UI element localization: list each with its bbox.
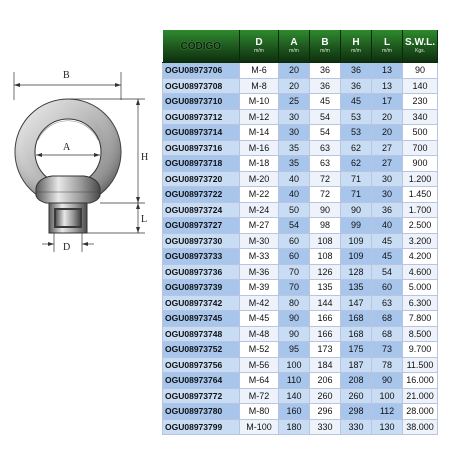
cell-a: 90 bbox=[279, 326, 310, 342]
table-row bbox=[163, 140, 438, 156]
cell-d: M-10 bbox=[240, 94, 279, 110]
cell-a: 40 bbox=[279, 171, 310, 187]
cell-a: 70 bbox=[279, 280, 310, 296]
cell-b: 63 bbox=[310, 140, 341, 156]
header-d: D m/m bbox=[240, 30, 279, 63]
table-row bbox=[163, 63, 438, 79]
cell-swl: 8.500 bbox=[403, 326, 438, 342]
cell-code: OGU08973730 bbox=[163, 233, 240, 249]
cell-d: M-36 bbox=[240, 264, 279, 280]
cell-swl: 38.000 bbox=[403, 419, 438, 435]
table-row bbox=[163, 419, 438, 435]
header-swl: S.W.L. Kgs. bbox=[403, 30, 438, 63]
cell-swl: 7.800 bbox=[403, 311, 438, 327]
cell-swl: 700 bbox=[403, 140, 438, 156]
cell-h: 99 bbox=[341, 218, 372, 234]
cell-b: 98 bbox=[310, 218, 341, 234]
table-row bbox=[163, 342, 438, 358]
cell-l: 100 bbox=[372, 388, 403, 404]
cell-a: 25 bbox=[279, 94, 310, 110]
dimension-d-label: D bbox=[63, 242, 71, 253]
cell-code: OGU08973708 bbox=[163, 78, 240, 94]
cell-code: OGU08973722 bbox=[163, 187, 240, 203]
cell-h: 36 bbox=[341, 63, 372, 79]
cell-swl: 16.000 bbox=[403, 373, 438, 389]
cell-d: M-42 bbox=[240, 295, 279, 311]
cell-b: 166 bbox=[310, 311, 341, 327]
cell-b: 108 bbox=[310, 233, 341, 249]
cell-h: 208 bbox=[341, 373, 372, 389]
cell-code: OGU08973720 bbox=[163, 171, 240, 187]
cell-h: 53 bbox=[341, 125, 372, 141]
cell-d: M-18 bbox=[240, 156, 279, 172]
cell-h: 109 bbox=[341, 249, 372, 265]
cell-l: 60 bbox=[372, 280, 403, 296]
table-row bbox=[163, 404, 438, 420]
cell-h: 128 bbox=[341, 264, 372, 280]
cell-h: 109 bbox=[341, 233, 372, 249]
cell-h: 187 bbox=[341, 357, 372, 373]
cell-swl: 1.700 bbox=[403, 202, 438, 218]
table-row bbox=[163, 171, 438, 187]
cell-code: OGU08973716 bbox=[163, 140, 240, 156]
cell-b: 126 bbox=[310, 264, 341, 280]
cell-code: OGU08973733 bbox=[163, 249, 240, 265]
cell-code: OGU08973727 bbox=[163, 218, 240, 234]
table-row bbox=[163, 125, 438, 141]
cell-a: 60 bbox=[279, 233, 310, 249]
cell-h: 135 bbox=[341, 280, 372, 296]
cell-h: 330 bbox=[341, 419, 372, 435]
cell-code: OGU08973739 bbox=[163, 280, 240, 296]
cell-code: OGU08973718 bbox=[163, 156, 240, 172]
cell-code: OGU08973780 bbox=[163, 404, 240, 420]
table-row bbox=[163, 249, 438, 265]
cell-swl: 11.500 bbox=[403, 357, 438, 373]
cell-d: M-48 bbox=[240, 326, 279, 342]
cell-h: 62 bbox=[341, 156, 372, 172]
cell-l: 30 bbox=[372, 171, 403, 187]
cell-b: 45 bbox=[310, 94, 341, 110]
cell-b: 63 bbox=[310, 156, 341, 172]
table-row bbox=[163, 311, 438, 327]
cell-l: 63 bbox=[372, 295, 403, 311]
cell-h: 71 bbox=[341, 171, 372, 187]
cell-d: M-22 bbox=[240, 187, 279, 203]
cell-b: 296 bbox=[310, 404, 341, 420]
cell-a: 80 bbox=[279, 295, 310, 311]
table-row bbox=[163, 218, 438, 234]
cell-a: 100 bbox=[279, 357, 310, 373]
cell-d: M-8 bbox=[240, 78, 279, 94]
cell-b: 90 bbox=[310, 202, 341, 218]
cell-swl: 4.600 bbox=[403, 264, 438, 280]
cell-swl: 500 bbox=[403, 125, 438, 141]
cell-h: 45 bbox=[341, 94, 372, 110]
cell-l: 73 bbox=[372, 342, 403, 358]
cell-a: 35 bbox=[279, 156, 310, 172]
cell-l: 27 bbox=[372, 140, 403, 156]
cell-a: 160 bbox=[279, 404, 310, 420]
cell-code: OGU08973745 bbox=[163, 311, 240, 327]
cell-b: 72 bbox=[310, 171, 341, 187]
table-row bbox=[163, 388, 438, 404]
cell-a: 30 bbox=[279, 125, 310, 141]
header-l: L m/m bbox=[372, 30, 403, 63]
cell-code: OGU08973772 bbox=[163, 388, 240, 404]
cell-l: 13 bbox=[372, 63, 403, 79]
cell-b: 206 bbox=[310, 373, 341, 389]
cell-l: 20 bbox=[372, 109, 403, 125]
cell-a: 110 bbox=[279, 373, 310, 389]
cell-code: OGU08973724 bbox=[163, 202, 240, 218]
cell-a: 90 bbox=[279, 311, 310, 327]
dimension-b bbox=[14, 70, 121, 100]
cell-h: 53 bbox=[341, 109, 372, 125]
dimension-l-label: L bbox=[141, 214, 148, 225]
cell-a: 54 bbox=[279, 218, 310, 234]
cell-l: 68 bbox=[372, 326, 403, 342]
cell-d: M-12 bbox=[240, 109, 279, 125]
cell-h: 175 bbox=[341, 342, 372, 358]
cell-a: 95 bbox=[279, 342, 310, 358]
dimension-h-label: H bbox=[141, 152, 149, 163]
cell-h: 147 bbox=[341, 295, 372, 311]
cell-d: M-56 bbox=[240, 357, 279, 373]
cell-l: 36 bbox=[372, 202, 403, 218]
cell-code: OGU08973710 bbox=[163, 94, 240, 110]
cell-b: 260 bbox=[310, 388, 341, 404]
cell-h: 62 bbox=[341, 140, 372, 156]
cell-d: M-30 bbox=[240, 233, 279, 249]
cell-l: 90 bbox=[372, 373, 403, 389]
table-row bbox=[163, 264, 438, 280]
cell-a: 60 bbox=[279, 249, 310, 265]
cell-code: OGU08973714 bbox=[163, 125, 240, 141]
cell-b: 36 bbox=[310, 63, 341, 79]
header-b: B m/m bbox=[310, 30, 341, 63]
table-row bbox=[163, 233, 438, 249]
table-body bbox=[163, 63, 438, 435]
header-a: A m/m bbox=[279, 30, 310, 63]
cell-d: M-45 bbox=[240, 311, 279, 327]
cell-a: 35 bbox=[279, 140, 310, 156]
cell-b: 108 bbox=[310, 249, 341, 265]
cell-d: M-6 bbox=[240, 63, 279, 79]
table-row bbox=[163, 326, 438, 342]
cell-d: M-72 bbox=[240, 388, 279, 404]
cell-a: 140 bbox=[279, 388, 310, 404]
cell-b: 173 bbox=[310, 342, 341, 358]
cell-code: OGU08973748 bbox=[163, 326, 240, 342]
table-header-row bbox=[163, 30, 438, 63]
cell-d: M-64 bbox=[240, 373, 279, 389]
cell-b: 330 bbox=[310, 419, 341, 435]
cell-a: 20 bbox=[279, 63, 310, 79]
cell-swl: 1.450 bbox=[403, 187, 438, 203]
cell-swl: 2.500 bbox=[403, 218, 438, 234]
cell-swl: 9.700 bbox=[403, 342, 438, 358]
cell-l: 27 bbox=[372, 156, 403, 172]
cell-b: 54 bbox=[310, 125, 341, 141]
cell-d: M-33 bbox=[240, 249, 279, 265]
cell-swl: 5.000 bbox=[403, 280, 438, 296]
cell-l: 54 bbox=[372, 264, 403, 280]
cell-code: OGU08973756 bbox=[163, 357, 240, 373]
cell-b: 166 bbox=[310, 326, 341, 342]
cell-h: 71 bbox=[341, 187, 372, 203]
cell-l: 45 bbox=[372, 233, 403, 249]
cell-l: 78 bbox=[372, 357, 403, 373]
table-row bbox=[163, 78, 438, 94]
cell-d: M-39 bbox=[240, 280, 279, 296]
cell-h: 168 bbox=[341, 311, 372, 327]
specification-table bbox=[162, 30, 438, 435]
cell-l: 68 bbox=[372, 311, 403, 327]
eye-bolt-diagram bbox=[0, 0, 160, 452]
cell-code: OGU08973712 bbox=[163, 109, 240, 125]
cell-h: 36 bbox=[341, 78, 372, 94]
cell-b: 144 bbox=[310, 295, 341, 311]
cell-h: 260 bbox=[341, 388, 372, 404]
dimension-d bbox=[42, 233, 94, 253]
bolt-collar bbox=[36, 176, 100, 203]
cell-swl: 230 bbox=[403, 94, 438, 110]
cell-l: 30 bbox=[372, 187, 403, 203]
table-row bbox=[163, 109, 438, 125]
cell-swl: 3.200 bbox=[403, 233, 438, 249]
cell-d: M-24 bbox=[240, 202, 279, 218]
cell-a: 20 bbox=[279, 78, 310, 94]
table-row bbox=[163, 373, 438, 389]
header-h: H m/m bbox=[341, 30, 372, 63]
cell-a: 50 bbox=[279, 202, 310, 218]
cell-swl: 90 bbox=[403, 63, 438, 79]
cell-l: 17 bbox=[372, 94, 403, 110]
cell-d: M-20 bbox=[240, 171, 279, 187]
table-row bbox=[163, 187, 438, 203]
header-code: CÓDIGO bbox=[163, 30, 240, 63]
cell-l: 40 bbox=[372, 218, 403, 234]
cell-d: M-52 bbox=[240, 342, 279, 358]
cell-l: 130 bbox=[372, 419, 403, 435]
cell-a: 30 bbox=[279, 109, 310, 125]
cell-b: 72 bbox=[310, 187, 341, 203]
cell-l: 13 bbox=[372, 78, 403, 94]
cell-l: 20 bbox=[372, 125, 403, 141]
cell-b: 36 bbox=[310, 78, 341, 94]
cell-h: 168 bbox=[341, 326, 372, 342]
table-row bbox=[163, 94, 438, 110]
cell-code: OGU08973799 bbox=[163, 419, 240, 435]
cell-d: M-14 bbox=[240, 125, 279, 141]
cell-a: 70 bbox=[279, 264, 310, 280]
cell-swl: 1.200 bbox=[403, 171, 438, 187]
table-row bbox=[163, 295, 438, 311]
cell-code: OGU08973764 bbox=[163, 373, 240, 389]
cell-b: 184 bbox=[310, 357, 341, 373]
cell-d: M-100 bbox=[240, 419, 279, 435]
cell-swl: 340 bbox=[403, 109, 438, 125]
dimension-l bbox=[87, 203, 147, 233]
cell-swl: 4.200 bbox=[403, 249, 438, 265]
dimension-a-label: A bbox=[63, 142, 71, 153]
cell-d: M-27 bbox=[240, 218, 279, 234]
cell-swl: 28.000 bbox=[403, 404, 438, 420]
cell-b: 54 bbox=[310, 109, 341, 125]
cell-h: 90 bbox=[341, 202, 372, 218]
cell-code: OGU08973706 bbox=[163, 63, 240, 79]
cell-swl: 140 bbox=[403, 78, 438, 94]
cell-b: 135 bbox=[310, 280, 341, 296]
bolt-shank bbox=[49, 203, 87, 233]
dimension-b-label: B bbox=[63, 70, 70, 81]
cell-swl: 900 bbox=[403, 156, 438, 172]
cell-a: 180 bbox=[279, 419, 310, 435]
cell-h: 298 bbox=[341, 404, 372, 420]
cell-a: 40 bbox=[279, 187, 310, 203]
table-row bbox=[163, 156, 438, 172]
cell-code: OGU08973752 bbox=[163, 342, 240, 358]
table-row bbox=[163, 357, 438, 373]
cell-l: 112 bbox=[372, 404, 403, 420]
table-row bbox=[163, 202, 438, 218]
cell-swl: 6.300 bbox=[403, 295, 438, 311]
table-row bbox=[163, 280, 438, 296]
cell-swl: 21.000 bbox=[403, 388, 438, 404]
cell-d: M-80 bbox=[240, 404, 279, 420]
cell-code: OGU08973736 bbox=[163, 264, 240, 280]
cell-d: M-16 bbox=[240, 140, 279, 156]
cell-l: 45 bbox=[372, 249, 403, 265]
cell-code: OGU08973742 bbox=[163, 295, 240, 311]
